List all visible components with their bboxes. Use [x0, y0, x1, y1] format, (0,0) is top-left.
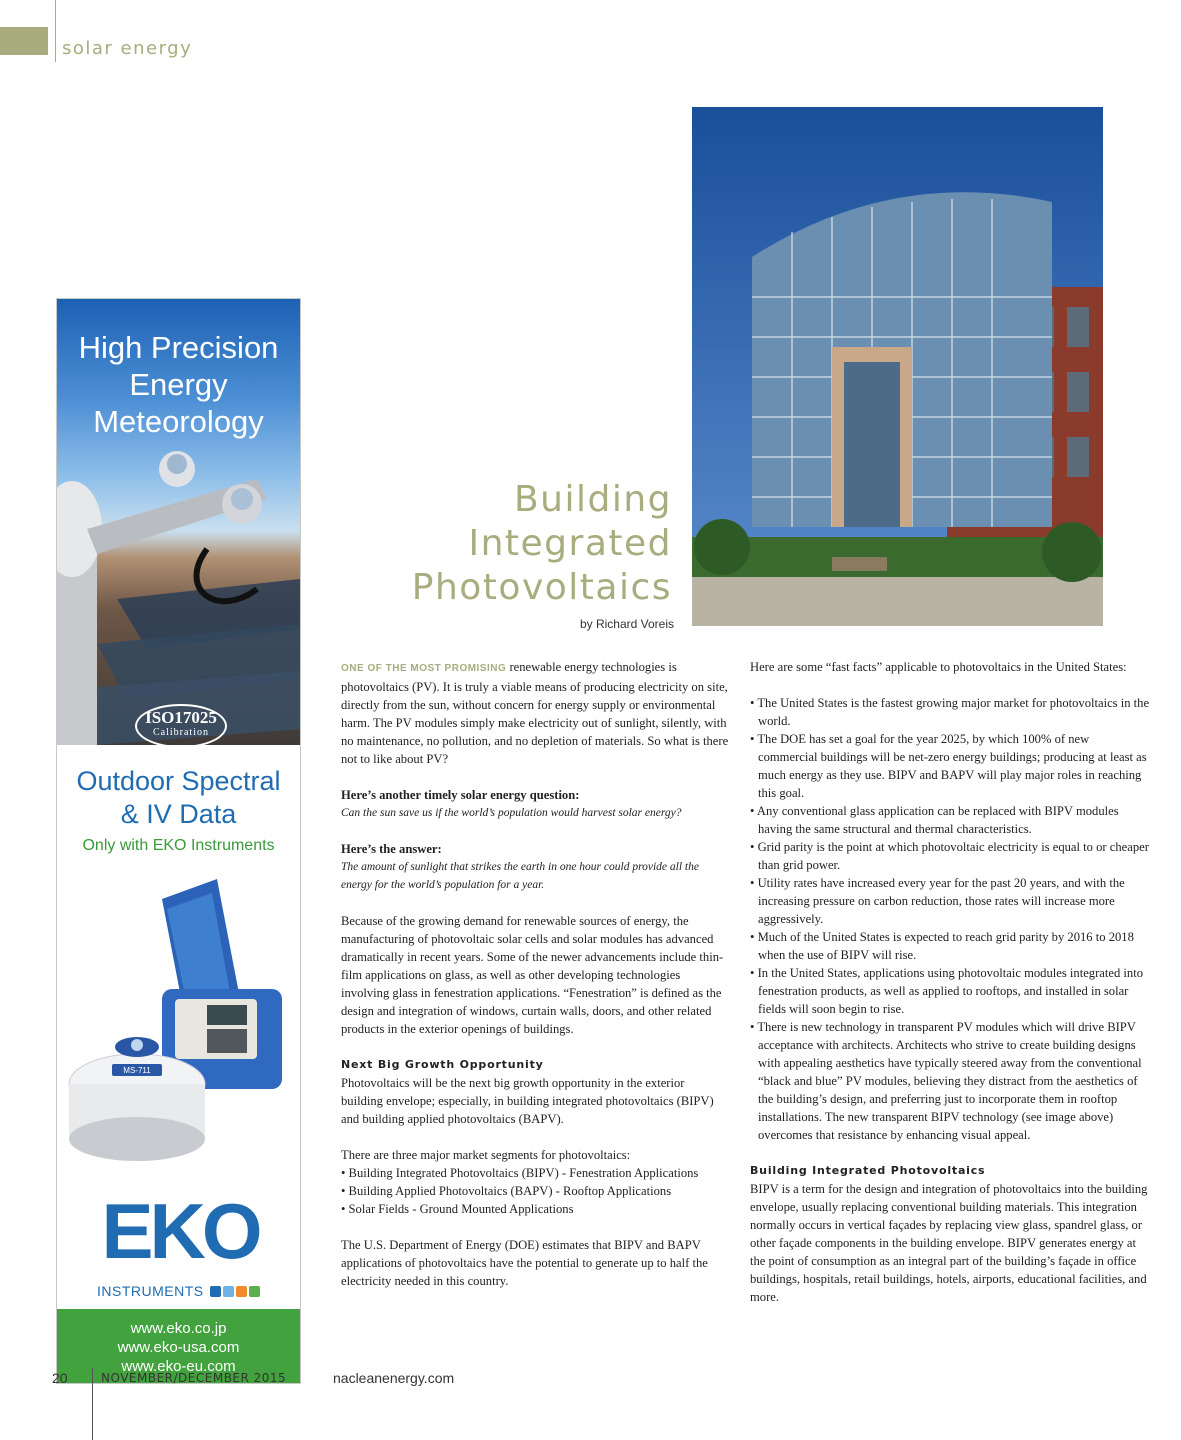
ad-headline: [57, 329, 300, 440]
fast-fact-item: • Grid parity is the point at which photovoltaic electricity is equal to or cheaper than grid power.: [750, 838, 1150, 874]
blue-square-icon: [210, 1286, 221, 1297]
eko-logo-text: EKO: [101, 1194, 259, 1266]
question-text: Can the sun save us if the world’s population would harvest solar energy?: [341, 807, 682, 819]
question-heading: Here’s another timely solar energy question:: [341, 788, 580, 802]
fast-fact-item: • The United States is the fastest growing major market for photovoltaics in the world.: [750, 694, 1150, 730]
eko-logo: [95, 1194, 265, 1266]
section-tab: [0, 27, 48, 55]
demand-paragraph: Because of the growing demand for renewable sources of energy, the manufacturing of photovoltaic solar cells and solar modules has advanced dramatically in recent years. Some of the newer advancements include thin-film applications on glass, as well as other developing technologies involving glass in fenestration applications. “Fenestration” is defined as the design and integration of windows, curtain walls, doors, and other related products in the exterior openings of buildings.: [341, 914, 724, 1036]
fast-fact-item: • Much of the United States is expected to reach grid parity by 2016 to 2018 when the use of BIPV will rise.: [750, 928, 1150, 964]
article-column-left: [341, 658, 729, 1290]
footer-rule: [92, 1368, 93, 1440]
ad-subhead: [57, 765, 300, 831]
answer-text: The amount of sunlight that strikes the earth in one hour could provide all the energy for the world’s population for a year.: [341, 861, 699, 891]
page-number: 20: [52, 1370, 68, 1386]
ad-url-link[interactable]: www.eko-usa.com: [117, 1339, 240, 1356]
eko-advertisement[interactable]: [56, 298, 301, 1384]
orange-square-icon: [236, 1286, 247, 1297]
segment-item: • Building Integrated Photovoltaics (BIPV) - Fenestration Applications: [341, 1166, 699, 1180]
bipv-building-photo: [692, 107, 1103, 626]
doe-paragraph: The U.S. Department of Energy (DOE) estimates that BIPV and BAPV applications of photovoltaics have the potential to generate up to half the electricity needed in this country.: [341, 1238, 708, 1288]
segments-intro: There are three major market segments for photovoltaics:: [341, 1148, 631, 1162]
lead-in: ONE OF THE MOST PROMISING: [341, 663, 507, 674]
ad-subhead-line: & IV Data: [120, 799, 237, 829]
ad-url-link[interactable]: www.eko-eu.com: [121, 1358, 236, 1375]
fast-fact-item: • Any conventional glass application can be replaced with BIPV modules having the same structural and thermal characteristics.: [750, 802, 1150, 838]
growth-paragraph: Photovoltaics will be the next big growth opportunity in the exterior building envelope; especially, in building integrated photovoltaics (BIPV) and building applied photovoltaics (BAPV).: [341, 1076, 714, 1126]
bipv-paragraph: BIPV is a term for the design and integration of photovoltaics into the building envelope, usually replacing conventional building materials. This integration normally occurs in vertical façades by replacing view glass, spandrel glass, or other façade components in the building envelope. BIPV generates energy at the point of consumption as an integral part of the building’s façade in office buildings, hospitals, retail buildings, hotels, airports, educational facilities, and more.: [750, 1182, 1148, 1304]
article-column-right: [750, 658, 1150, 1306]
article-title-line: Integrated: [468, 523, 672, 564]
ad-subhead-line: Outdoor Spectral: [76, 766, 281, 796]
intro-paragraph: [341, 658, 729, 768]
bipv-subheading: Building Integrated Photovoltaics: [750, 1164, 986, 1177]
iso-badge: [135, 704, 227, 748]
fast-facts-list: [750, 694, 1150, 1144]
green-square-icon: [249, 1286, 260, 1297]
fast-fact-item: • There is new technology in transparent PV modules which will drive BIPV acceptance with architects. Architects who strive to create building designs with appealing aesthetics have typically steered away from the conventional “black and blue” PV modules, believing they distract from the aesthetics of the building’s design, and preferring just to incorporate them in rooftop installations. The new transparent BIPV technology (see image above) overcomes that resistance by enhancing visual appeal.: [750, 1018, 1150, 1144]
intro-text: renewable energy technologies is photovoltaics (PV). It is truly a viable means of producing electricity on site, directly from the sun, without concern for energy supply or environmental harm. The PV modules simply make electricity out of sunlight, silently, with no maintenance, no pollution, and no depletion of materials. So what is there not to like about PV?: [341, 660, 729, 766]
ad-headline-line: Energy: [129, 367, 228, 402]
fast-fact-item: • The DOE has set a goal for the year 2025, by which 100% of new commercial buildings will be net-zero energy buildings; producing at least as much energy as they use. BIPV and BAPV will play major roles in reaching this goal.: [750, 730, 1150, 802]
spectroradiometer-device-illustration: [67, 869, 297, 1184]
ad-headline-line: High Precision: [78, 330, 279, 365]
iso-badge-subtitle: Calibration: [153, 727, 209, 738]
article-title: [320, 478, 672, 610]
ad-headline-line: Meteorology: [93, 404, 264, 439]
fast-fact-item: • Utility rates have increased every year for the past 20 years, and with the increasing pressure on carbon reduction, those rates will increase more aggressively.: [750, 874, 1150, 928]
facts-intro: Here are some “fast facts” applicable to photovoltaics in the United States:: [750, 660, 1127, 674]
issue-date: NOVEMBER/DECEMBER 2015: [101, 1371, 287, 1385]
answer-heading: Here’s the answer:: [341, 842, 442, 856]
segment-item: • Solar Fields - Ground Mounted Applications: [341, 1202, 574, 1216]
iso-badge-title: ISO17025: [145, 708, 217, 727]
growth-subheading: Next Big Growth Opportunity: [341, 1058, 544, 1071]
article-title-line: Photovoltaics: [411, 567, 672, 608]
ad-url-link[interactable]: www.eko.co.jp: [130, 1320, 227, 1337]
ad-instruments-label: [97, 1283, 260, 1299]
ad-tagline: Only with EKO Instruments: [82, 837, 275, 854]
article-byline: by Richard Voreis: [579, 617, 674, 631]
header-rule: [55, 0, 56, 62]
site-link[interactable]: nacleanenergy.com: [333, 1370, 455, 1386]
instruments-text: INSTRUMENTS: [97, 1283, 204, 1299]
device-label: MS-711: [123, 1066, 151, 1075]
light-blue-square-icon: [223, 1286, 234, 1297]
segment-item: • Building Applied Photovoltaics (BAPV) - Rooftop Applications: [341, 1184, 672, 1198]
ad-hero-image: [57, 299, 300, 745]
section-label: solar energy: [62, 38, 193, 59]
article-title-line: Building: [513, 479, 672, 520]
fast-fact-item: • In the United States, applications using photovoltaic modules integrated into fenestration products, as well as applied to rooftops, and installed in solar fields will soon begin to rise.: [750, 964, 1150, 1018]
